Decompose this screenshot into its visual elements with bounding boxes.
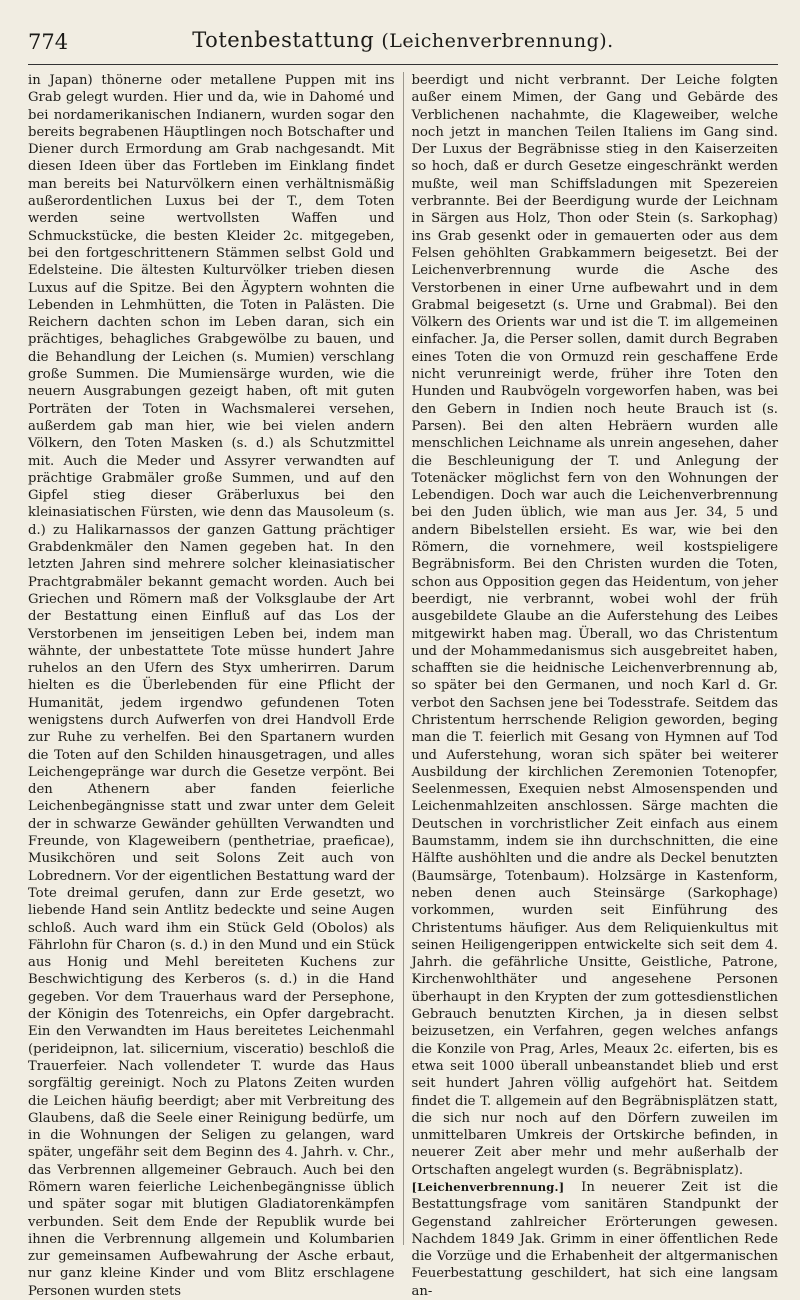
page-number: 774	[28, 30, 69, 54]
section-heading: [Leichenverbrennung.]	[411, 1180, 565, 1194]
header-rule	[28, 64, 778, 65]
left-column-paragraph: in Japan) thönerne oder metallene Puppen mit ins Grab gelegt wurden. Hier und da, wie in Dahomé und bei nordamerikanischen Indianern, wurden sogar den bereits begrabenen Häuptlingen noch Botschafter und Diener durch Ermordung am Grab nachgesandt. Mit diesen Ideen über das Fortleben im Einklang findet man bereits bei Naturvölkern einen verhältnismäßig außerordentlichen Luxus bei der T., dem Toten werden seine wertvollsten Waffen und Schmuckstücke, die besten Kleider 2c. mitgegeben, bei den fortgeschrittenern Stämmen selbst Gold und Edelsteine. Die ältesten Kulturvölker trieben diesen Luxus auf die Spitze. Bei den Ägyptern wohnten die Lebenden in Lehmhütten, die Toten in Palästen. Die Reichern dachten schon im Leben daran, sich ein prächtiges, behagliches Grabgewölbe zu bauen, und die Behandlung der Leichen (s. Mumien) verschlang große Summen. Die Mumiensärge wurden, wie die neuern Ausgrabungen gezeigt haben, oft mit guten Porträten der Toten in Wachsmalerei versehen, außerdem gab man hier, wie bei vielen andern Völkern, den Toten Masken (s. d.) als Schutzmittel mit. Auch die Meder und Assyrer verwandten auf prächtige Grabmäler große Summen, und auf den Gipfel stieg dieser Gräberluxus bei den kleinasiatischen Fürsten, wie denn das Mausoleum (s. d.) zu Halikarnassos der ganzen Gattung prächtiger Grabdenkmäler den Namen gegeben hat. In den letzten Jahren sind mehrere solcher kleinasiatischer Prachtgrabmäler bekannt gemacht worden. Auch bei Griechen und Römern maß der Volksglaube der Art der Bestattung einen Einfluß auf das Los der Verstorbenen im jenseitigen Leben bei, indem man wähnte, der unbestattete Tote müsse hundert Jahre ruhelos an den Ufern des Styx umherirren. Darum hielten es die Überlebenden für eine Pflicht der Humanität, jedem irgendwo gefundenen Toten wenigstens durch Aufwerfen von drei Handvoll Erde zur Ruhe zu verhelfen. Bei den Spartanern wurden die Toten auf den Schilden hinausgetragen, und alles Leichengepränge war durch die Gesetze verpönt. Bei den Athenern aber fanden feierliche Leichenbegängnisse statt und zwar unter dem Geleit der in schwarze Gewänder gehüllten Verwandten und Freunde, von Klageweibern (penthetriae, praeficae), Musikchören und seit Solons Zeit auch von Lobrednern. Vor der eigentlichen Bestattung ward der Tote dreimal gerufen, dann zur Erde gesetzt, wo liebende Hand sein Antlitz bedeckte und seine Augen schloß. Auch ward ihm ein Stück Geld (Obolos) als Fährlohn für Charon (s. d.) in den Mund und ein Stück aus Honig und Mehl bereiteten Kuchens zur Beschwichtigung des Kerberos (s. d.) in die Hand gegeben. Vor dem Trauerhaus ward der Persephone, der Königin des Totenreichs, ein Opfer dargebracht. Ein den Verwandten im Haus bereitetes Leichenmahl (perideipnon, lat. silicernium, visceratio) beschloß die Trauerfeier. Nach vollendeter T. wurde das Haus sorgfältig gereinigt. Noch zu Platons Zeiten wurden die Leichen häufig beerdigt; aber mit Verbreitung des Glaubens, daß die Seele einer Reinigung bedürfe, um in die Wohnungen der Seligen zu gelangen, ward später, ungefähr seit dem Beginn des 4. Jahrh. v. Chr., das Verbrennen allgemeiner Gebrauch. Auch bei den Römern waren feierliche Leichenbegängnisse üblich und später sogar mit blutigen Gladiatorenkämpfen verbunden. Seit dem Ende der Republik wurde bei ihnen die Verbrennung allgemein und Kolumbarien zur gemeinsamen Aufbewahrung der Asche erbaut, nur ganz kleine Kinder und vom Blitz erschlagene Personen wurden stets	[28, 73, 395, 1299]
column-divider	[403, 72, 404, 1245]
page-header	[28, 20, 778, 60]
text-columns	[28, 72, 778, 1299]
right-column-paragraph: beerdigt und nicht verbrannt. Der Leiche folgten außer einem Mimen, der Gang und Gebärde des Verblichenen nachahmte, die Klageweiber, welche noch jetzt in manchen Teilen Italiens im Gang sind. Der Luxus der Begräbnisse stieg in den Kaiserzeiten so hoch, daß er durch Gesetze eingeschränkt werden mußte, weil man Schiffsladungen mit Spezereien verbrannte. Bei der Beerdigung wurde der Leichnam in Särgen aus Holz, Thon oder Stein (s. Sarkophag) ins Grab gesenkt oder in gemauerten oder aus dem Felsen gehöhlten Grabkammern beigesetzt. Bei der Leichenverbrennung wurde die Asche des Verstorbenen in einer Urne aufbewahrt und in dem Grabmal beigesetzt (s. Urne und Grabmal). Bei den Völkern des Orients war und ist die T. im allgemeinen einfacher. Ja, die Perser sollen, damit durch Begraben eines Toten die von Ormuzd rein geschaffene Erde nicht verunreinigt werde, früher ihre Toten den Hunden und Raubvögeln vorgeworfen haben, was bei den Gebern in Indien noch heute Brauch ist (s. Parsen). Bei den alten Hebräern wurden alle menschlichen Leichname als unrein angesehen, daher die Beschleunigung der T. und Anlegung der Totenäcker möglichst fern von den Wohnungen der Lebendigen. Doch war auch die Leichenverbrennung bei den Juden üblich, wie man aus Jer. 34, 5 und andern Bibelstellen ersieht. Es war, wie bei den Römern, die vornehmere, weil kostspieligere Begräbnisform. Bei den Christen wurden die Toten, schon aus Opposition gegen das Heidentum, von jeher beerdigt, nie verbrannt, wobei wohl der früh ausgebildete Glaube an die Auferstehung des Leibes mitgewirkt haben mag. Überall, wo das Christentum und der Mohammedanismus sich ausgebreitet haben, schafften sie die heidnische Leichenverbrennung ab, so später bei den Germanen, und noch Karl d. Gr. verbot den Sachsen jene bei Todesstrafe. Seitdem das Christentum herrschende Religion geworden, beging man die T. feierlich mit Gesang von Hymnen auf Tod und Auferstehung, woran sich später bei weiterer Ausbildung der kirchlichen Zeremonien Totenopfer, Seelenmessen, Exequien nebst Almosenspenden und Leichenmahlzeiten anschlossen. Särge machten die Deutschen in vorchristlicher Zeit einfach aus einem Baumstamm, indem sie ihn durchschnitten, die eine Hälfte aushöhlten und die andre als Deckel benutzten (Baumsärge, Totenbaum). Holzsärge in Kastenform, neben denen auch Steinsärge (Sarkophage) vorkommen, wurden seit Einführung des Christentums häufiger. Aus dem Reliquienkultus mit seinen Heiligengerippen entwickelte sich seit dem 4. Jahrh. die gefährliche Unsitte, Geistliche, Patrone, Kirchenwohlthäter und angesehene Personen überhaupt in den Krypten der zum gottesdienstlichen Gebrauch benutzten Kirchen, ja in diesen selbst beizusetzen, ein Verfahren, gegen welches anfangs die Konzile von Prag, Arles, Meaux 2c. eiferten, bis es etwa seit 1000 überall unbeanstandet blieb und erst seit hundert Jahren völlig aufgehört hat. Seitdem findet die T. allgemein auf den Begräbnisplätzen statt, die sich nur noch auf den Dörfern zuweilen im unmittelbaren Umkreis der Ortskirche befinden, in neuerer Zeit aber mehr und mehr außerhalb der Ortschaften angelegt wurden (s. Begräbnisplatz).	[411, 73, 778, 1178]
running-title-sub: (Leichenverbrennung).	[381, 30, 614, 52]
running-title	[192, 28, 613, 52]
section-text: In neuerer Zeit ist die Bestattungsfrage vom sanitären Standpunkt der Gegenstand zahlreicher Erörterungen gewesen. Nachdem 1849 Jak. Grimm in einer öffentlichen Rede die Vorzüge und die Erhabenheit der altgermanischen Feuerbestattung geschildert, hat sich eine langsam an-	[411, 1180, 778, 1299]
right-column	[411, 72, 779, 1299]
section-paragraph	[412, 1179, 779, 1300]
left-column	[28, 72, 395, 1299]
running-title-main: Totenbestattung	[192, 28, 375, 52]
